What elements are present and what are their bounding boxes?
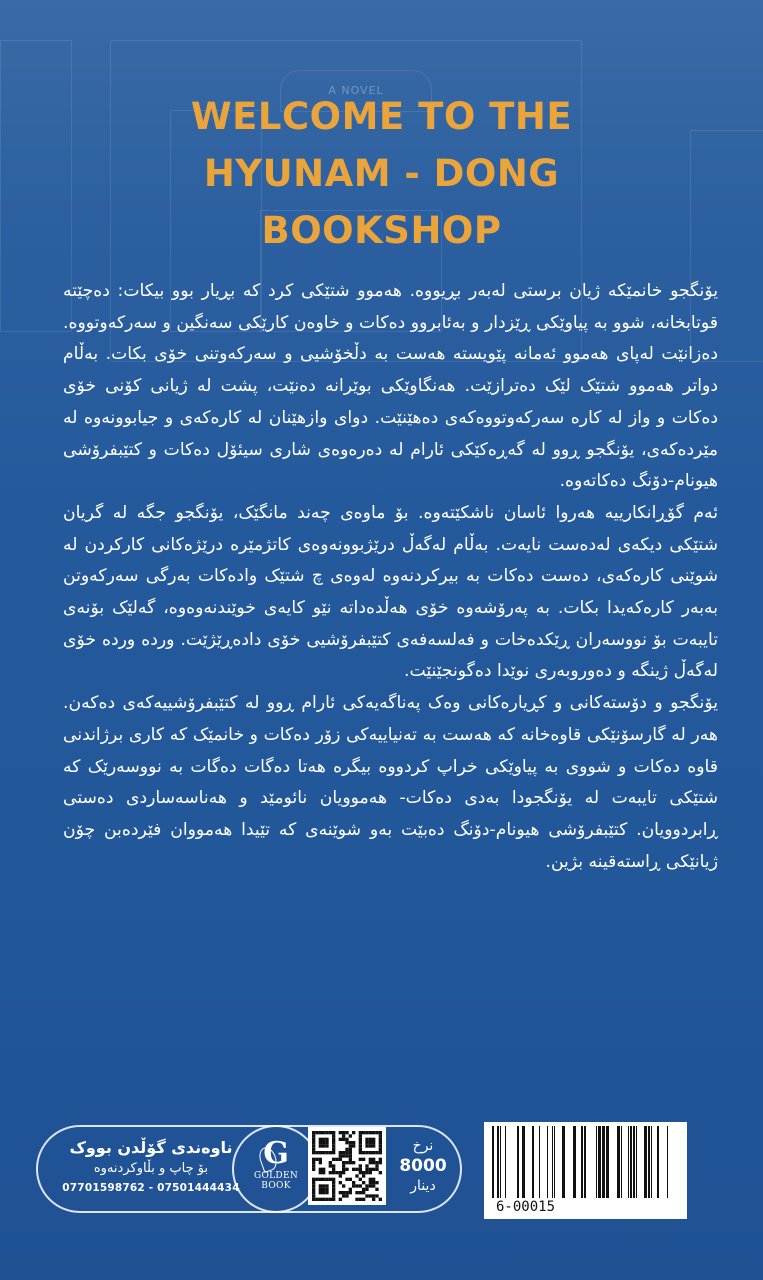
logo-letter [234,1137,318,1171]
publisher-info [46,1137,256,1197]
logo-letter-text: G [263,1136,289,1171]
qr-code-icon [312,1131,382,1201]
barcode [484,1122,687,1219]
blurb-paragraph-1: یۆنگجو خانمێکە ژیان برستی لەبەر بڕیووە. هەموو شتێکی کرد کە بڕیار بوو بیکات: دەچێتە قوتابخانە، شوو بە پیاوێکی ڕێزدار و بەئابروو دەکات و خاوەن کارێکی سەنگین و سەرکەوتووە. دەزانێت لەپای هەموو ئەمانە پێویستە هەست بە دڵخۆشیی و سەرکەوتنی خۆی بکات. بەڵام دواتر هەموو شتێک لێک دەترازێت. هەنگاوێکی بوێرانە دەنێت، پشت لە ژیانی کۆنی خۆی دەکات و واز لە کارە سەرکەوتووەکەی دەهێنێت. دوای وازهێنان لە کارەکەی و جیابوونەوە لە مێردەکەی، یۆنگجو ڕوو لە گەڕەکێکی ئارام لە دەرەوەی شاری سیئۆل دەکات و کتێبفرۆشی هیونام-دۆنگ دەکاتەوە. [63,281,718,492]
publisher-name: ناوەندی گۆڵدن بووک [69,1138,233,1157]
price-box [388,1137,458,1195]
price-unit: دینار [410,1178,436,1194]
barcode-number: 6-00015 [496,1199,556,1215]
logo-text-2: BOOK [261,1181,291,1191]
publisher-logo [232,1125,320,1213]
title-line-1: WELCOME TO THE [190,95,573,138]
illustration-sign-text: A NOVEL [328,84,384,97]
logo-text-1: GOLDEN [253,1171,298,1181]
book-title [0,88,763,259]
price-label: نرخ [412,1138,434,1154]
title-line-2: HYUNAM - DONG [203,152,560,195]
barcode-icon [490,1126,681,1198]
publisher-subtitle: بۆ چاپ و بڵاوکردنەوە [93,1161,209,1176]
blurb [63,276,718,878]
publisher-phones: 07701598762 - 07501444434 [62,1182,240,1194]
price-value: 8000 [399,1156,447,1176]
blurb-paragraph-2: ئەم گۆڕانکارییە هەروا ئاسان ناشکێتەوە. بۆ ماوەی چەند مانگێک، یۆنگجو جگە لە گریان شتێکی دیکەی لەدەست نایەت. بەڵام لەگەڵ درێژبوونەوەی کاتژمێرە درێژەکانی کارکردن لە شوێنی کارەکەی، دەست دەکات بە بیرکردنەوە لەوەی چ شتێک وادەکات بەرگی سەرکەوتن بەبەر کارەکەیدا بکات. بە پەرۆشەوە خۆی هەڵدەداتە نێو کایەی خوێندنەوەوە، گەلێک بۆنەی تایبەت بۆ نووسەران ڕێکدەخات و فەلسەفەی کتێبفرۆشیی خۆی دادەڕێژێت. وردە وردە خۆی لەگەڵ ژینگە و دەوروبەری نوێدا دەگونجێنێت. [63,502,718,682]
qr-code [308,1127,386,1205]
publisher-box [36,1125,462,1213]
title-line-3: BOOKSHOP [261,209,502,252]
blurb-paragraph-3: یۆنگجو و دۆستەکانی و کڕیارەکانی وەک پەناگەیەکی ئارام ڕوو لە کتێبفرۆشییەکەی دەکەن. هەر لە گارسۆنێکی قاوەخانە کە هەست بە تەنیاییەکی زۆر دەکات و خانمێک کە کاری برژاندنی قاوە دەکات و شووی بە پیاوێکی خراپ کردووە بیگرە هەتا دەگات دەگات بە نووسەرێک کە شتێکی تایبەت لە یۆنگجودا بەدی دەکات- هەموویان نائومێد و هەناسەساردی دەستی ڕابردوویان. کتێبفرۆشی هیونام-دۆنگ دەبێت بەو شوێنەی کە تێیدا هەمووان فێردەبن چۆن ژیانێکی ڕاستەقینە بژین. [63,693,718,872]
